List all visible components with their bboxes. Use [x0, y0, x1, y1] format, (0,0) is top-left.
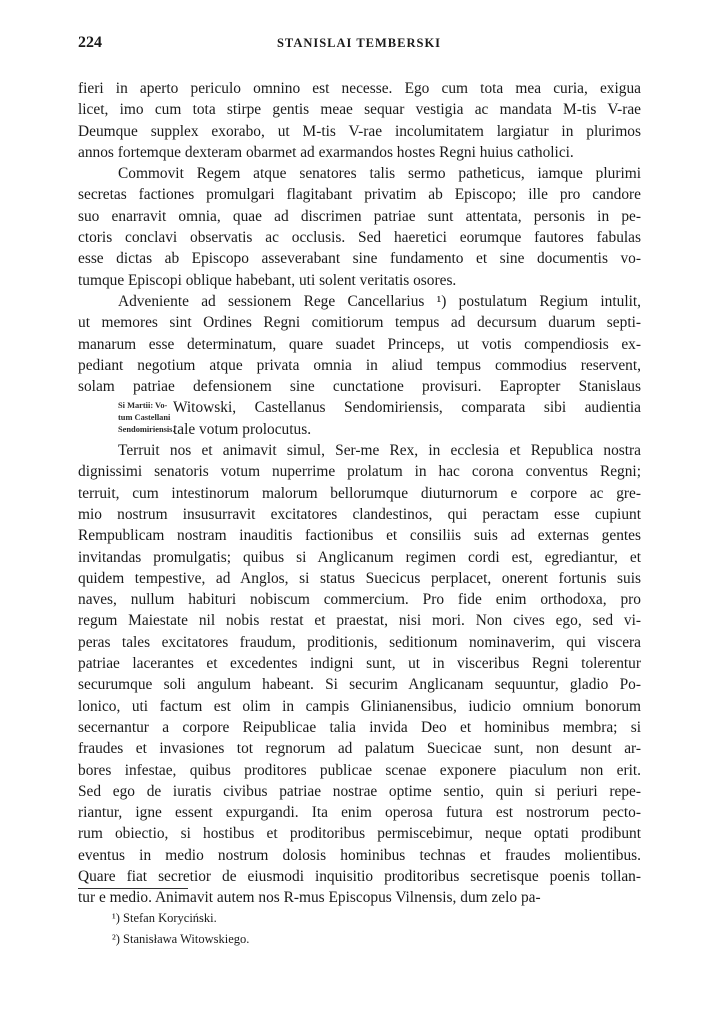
text-line: invitandas promulgatis; quibus si Anglicanum regimen cordi est, egrediantur, et — [78, 548, 641, 566]
text-line: patriae lacerantes et excedentes indigni sunt, ut in visceribus Regni tolerentur — [78, 655, 641, 673]
text-line: annos fortemque dexteram obarmet ad exarmandos hostes Regni huius catholici. — [78, 143, 574, 161]
text-line: manarum esse determinatum, quare suadet Princeps, ut votis compendiosis ex- — [78, 335, 641, 353]
text-line: bores infestae, quibus proditores publicae scenae exponere piaculum non erit. — [78, 761, 641, 779]
text-line: secernantur a corpore Reipublicae talia invida Deo et hominibus membra; si — [78, 718, 641, 736]
text-line: Adveniente ad sessionem Rege Cancellarius ¹) postulatum Regium intulit, — [118, 292, 641, 310]
text-line: mio nostrum insusurravit excitatores clandestinos, qui peractam esse cupiunt — [78, 505, 641, 523]
text-line: esse dictas ab Episcopo asseverabant sine fundamento et sine documentis vo- — [78, 250, 641, 268]
text-line: fraudes et invasiones tot regnorum ad palatum Suecicae sunt, non desunt ar- — [78, 740, 641, 758]
margin-note-line: Si Martii: Vo- — [118, 400, 168, 410]
text-line: securumque soli angulum habeant. Si securim Anglicanam sequuntur, gladio Po- — [78, 676, 641, 694]
footnote-1: ¹) Stefan Koryciński. — [112, 911, 217, 925]
text-line: regum Maiestate nil nobis restat et praestat, nisi mori. Non cives ego, sed vi- — [78, 612, 641, 630]
footnote-divider — [78, 888, 188, 889]
text-line: rum obiectio, si hostibus et proditoribus permiscebimur, neque optati prodibunt — [78, 825, 641, 843]
text-line: terruit, cum intestinorum malorum bellorumque diuturnorum e corpore ac gre- — [78, 484, 641, 502]
text-line: Quare fiat secretior de eiusmodi inquisitio proditoribus secretisque poenis tollan- — [78, 867, 641, 885]
text-line: dignissimi senatoris votum nuperrime prolatum in hac corona conventus Regni; — [78, 463, 641, 481]
text-line: peras tales excitatores fraudum, proditionis, seditionum nominaverim, qui viscera — [78, 633, 641, 651]
text-line: tumque Episcopi oblique habebant, uti solent veritatis osores. — [78, 271, 457, 289]
text-line: Rempublicam nostram inauditis factionibus et consiliis suis ad externas gentes — [78, 527, 641, 545]
text-line: quidem tempestive, ad Anglos, si status Suecicus perplacet, onerent fortunis suis — [78, 569, 641, 587]
margin-note-line: tum Castellani — [118, 412, 171, 422]
text-line: ut memores sint Ordines Regni comitiorum tempus ad decursum duarum septi- — [78, 314, 641, 332]
text-line: lonico, uti factum est olim in campis Glinianensibus, iudicio omnium bonorum — [78, 697, 641, 715]
margin-note-line: Sendomiriensis. — [118, 424, 175, 434]
body-text — [78, 78, 641, 909]
paragraph-3 — [78, 291, 641, 440]
footnotes — [112, 908, 249, 950]
margin-note — [78, 400, 175, 436]
text-line: solam patriae defensionem sine cunctatione provisuri. Eapropter Stanislaus — [78, 378, 641, 396]
running-head: STANISLAI TEMBERSKI — [276, 36, 442, 50]
text-line: secretas factiones promulgari flagitabant privatim ab Episcopo; ille pro candore — [78, 186, 641, 204]
text-line: riantur, igne essent expurgandi. Ita enim operosa futura est nostrorum pecto- — [78, 804, 641, 822]
text-line: pediant negotium atque privata omnia in aliud tempus commodius reservent, — [78, 356, 641, 374]
text-line: Commovit Regem atque senatores talis sermo patheticus, iamque plurimi — [118, 165, 641, 183]
text-line: Terruit nos et animavit simul, Ser-me Rex, in ecclesia et Republica nostra — [118, 442, 641, 460]
text-line: suo enarravit omnia, quae ad discrimen patriae sunt attentata, personis in pe- — [78, 207, 641, 225]
text-line: naves, nullum habituri nobiscum commercium. Pro fide enim orthodoxa, pro — [78, 591, 641, 609]
text-line: tur e medio. Animavit autem nos R-mus Episcopus Vilnensis, dum zelo pa- — [78, 889, 541, 907]
text-line-content: Witowski, Castellanus Sendomiriensis, comparata sibi audientia — [173, 399, 641, 417]
text-line-content: tale votum prolocutus. — [173, 420, 312, 438]
page-number: 224 — [78, 34, 102, 51]
text-line: licet, imo cum tota stirpe gentis meae sequar vestigia ac mandata M-tis V-rae — [78, 101, 641, 119]
text-line: Sed ego de iuratis civibus patriae nostrae optime sentio, quin si periuri repe- — [78, 782, 641, 800]
text-line: eventus in medio nostrum dolosis hominibus technas et fraudes molientibus. — [78, 846, 641, 864]
paragraph-1 — [78, 78, 641, 163]
text-line: fieri in aperto periculo omnino est necesse. Ego cum tota mea curia, exigua — [78, 80, 641, 97]
page-header — [78, 34, 640, 56]
paragraph-4 — [78, 440, 641, 909]
text-line: Deumque supplex exorabo, ut M-tis V-rae incolumitatem largiatur in plurimos — [78, 122, 641, 140]
footnote-2: ²) Stanisława Witowskiego. — [112, 932, 250, 946]
text-line: ctoris conclavi observatis ac occlusis. Sed haeretici eorumque fautores fabulas — [78, 229, 641, 247]
paragraph-2 — [78, 163, 641, 291]
